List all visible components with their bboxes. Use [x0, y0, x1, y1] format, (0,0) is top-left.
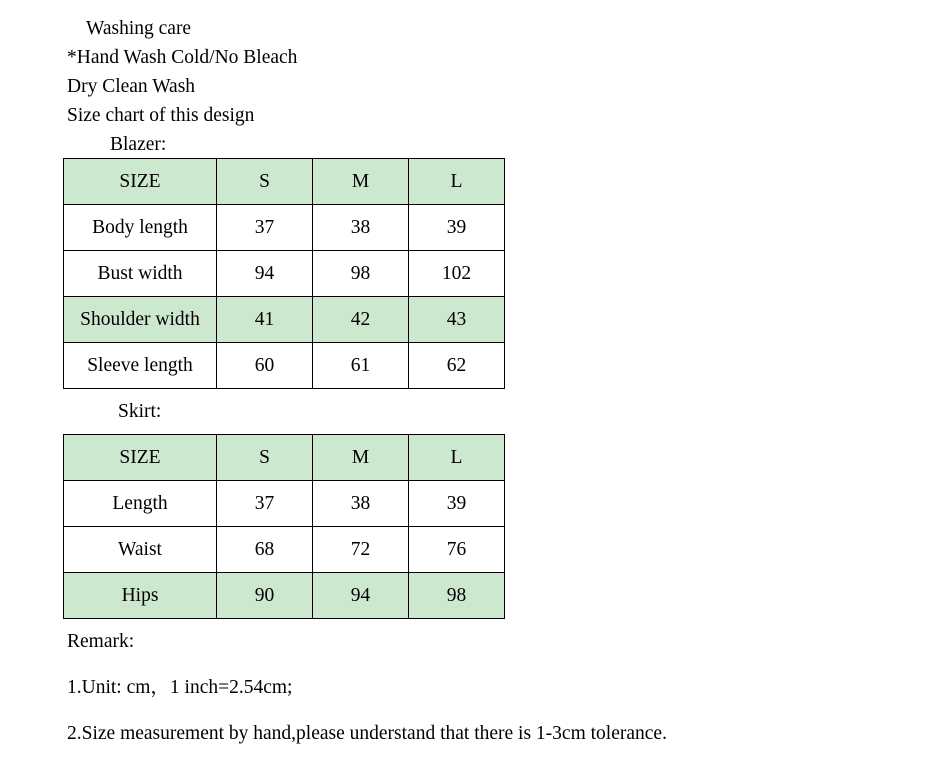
- table-cell: 43: [409, 297, 505, 343]
- header-cell: S: [217, 159, 313, 205]
- table-cell: 98: [313, 251, 409, 297]
- remark-note-1: 1.Unit: cm，1 inch=2.54cm;: [67, 677, 293, 698]
- table-row: [64, 343, 505, 389]
- table-cell: 102: [409, 251, 505, 297]
- table-cell: 62: [409, 343, 505, 389]
- wash-instruction-2: Dry Clean Wash: [67, 76, 196, 97]
- blazer-size-table: [63, 158, 505, 389]
- header-cell: M: [313, 435, 409, 481]
- skirt-size-table: [63, 434, 505, 619]
- row-label: Sleeve length: [64, 343, 217, 389]
- table-row: [64, 251, 505, 297]
- table-row: [64, 205, 505, 251]
- row-label: Body length: [64, 205, 217, 251]
- remark-label: Remark:: [67, 631, 135, 652]
- table-cell: 38: [313, 205, 409, 251]
- table-header-row: [64, 435, 505, 481]
- row-label: Hips: [64, 573, 217, 619]
- size-chart-intro: Size chart of this design: [67, 105, 255, 126]
- row-label: Bust width: [64, 251, 217, 297]
- header-cell: S: [217, 435, 313, 481]
- remark-note-2: 2.Size measurement by hand,please understand that there is 1-3cm tolerance.: [67, 723, 667, 744]
- table-cell: 90: [217, 573, 313, 619]
- table-row: [64, 481, 505, 527]
- header-cell: SIZE: [64, 159, 217, 205]
- table-cell: 94: [217, 251, 313, 297]
- table-cell: 39: [409, 205, 505, 251]
- table-cell: 37: [217, 205, 313, 251]
- table-cell: 98: [409, 573, 505, 619]
- blazer-label: Blazer:: [110, 134, 167, 155]
- table-cell: 68: [217, 527, 313, 573]
- skirt-label: Skirt:: [118, 401, 162, 422]
- row-label: Waist: [64, 527, 217, 573]
- table-cell: 94: [313, 573, 409, 619]
- header-cell: L: [409, 435, 505, 481]
- wash-instruction-1: *Hand Wash Cold/No Bleach: [67, 47, 298, 68]
- header-cell: L: [409, 159, 505, 205]
- table-row: [64, 297, 505, 343]
- header-cell: M: [313, 159, 409, 205]
- table-cell: 60: [217, 343, 313, 389]
- table-cell: 61: [313, 343, 409, 389]
- table-row: [64, 527, 505, 573]
- table-cell: 42: [313, 297, 409, 343]
- table-cell: 72: [313, 527, 409, 573]
- table-cell: 37: [217, 481, 313, 527]
- table-cell: 41: [217, 297, 313, 343]
- header-cell: SIZE: [64, 435, 217, 481]
- row-label: Length: [64, 481, 217, 527]
- table-header-row: [64, 159, 505, 205]
- table-cell: 76: [409, 527, 505, 573]
- row-label: Shoulder width: [64, 297, 217, 343]
- table-row: [64, 573, 505, 619]
- table-cell: 39: [409, 481, 505, 527]
- table-cell: 38: [313, 481, 409, 527]
- washing-care-heading: Washing care: [86, 18, 192, 39]
